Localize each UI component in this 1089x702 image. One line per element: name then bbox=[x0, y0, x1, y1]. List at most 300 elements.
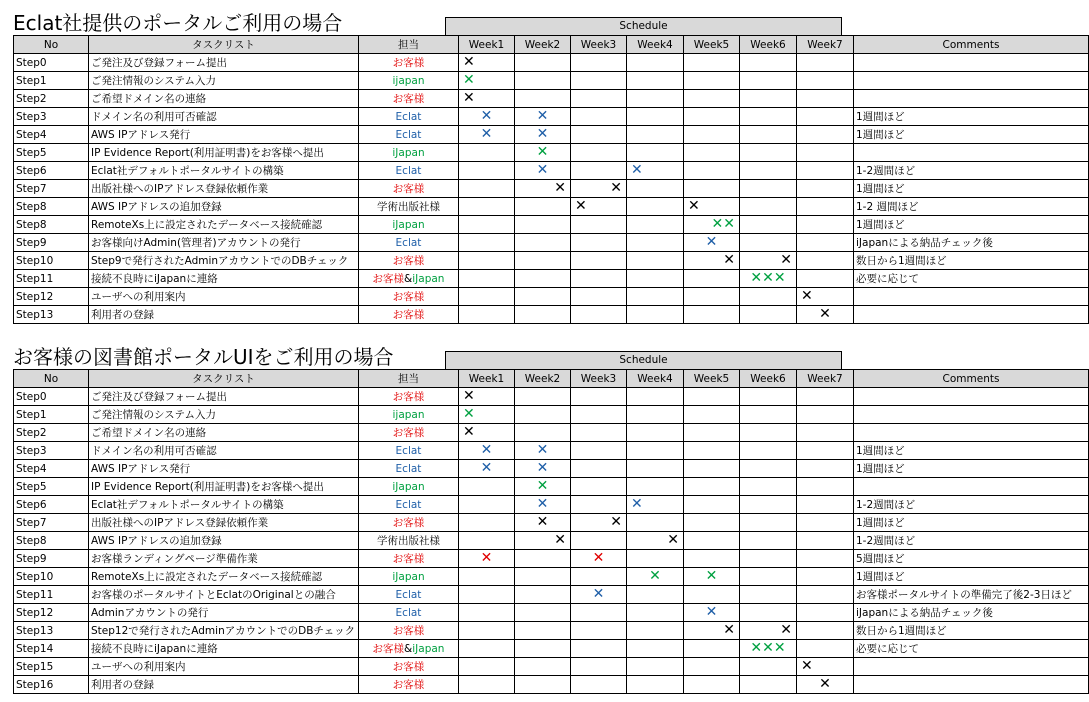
week-cell bbox=[627, 496, 684, 514]
week-cell bbox=[797, 532, 854, 550]
owner-cell bbox=[359, 568, 459, 586]
task-name: ユーザへの利用案内 bbox=[89, 288, 359, 306]
week-cell bbox=[797, 658, 854, 676]
owner-label: Eclat bbox=[395, 128, 422, 141]
week-cell bbox=[740, 586, 797, 604]
table-header-row bbox=[14, 36, 1089, 54]
week-cell bbox=[684, 658, 740, 676]
header-no: No bbox=[14, 36, 89, 54]
week-cell bbox=[797, 54, 854, 72]
header-task: タスクリスト bbox=[89, 370, 359, 388]
header-owner: 担当 bbox=[359, 36, 459, 54]
comment-cell: 1-2 週間ほど bbox=[854, 198, 1089, 216]
schedule-mark-icon: ✕ bbox=[592, 586, 605, 602]
table-row bbox=[14, 72, 1089, 90]
week-cell bbox=[740, 406, 797, 424]
week-cell bbox=[515, 568, 571, 586]
week-cell bbox=[571, 180, 627, 198]
week-cell bbox=[684, 676, 740, 694]
step-number: Step14 bbox=[14, 640, 89, 658]
comment-cell: 1-2週間ほど bbox=[854, 162, 1089, 180]
week-cell bbox=[459, 126, 515, 144]
schedule-mark-icon: ✕ bbox=[819, 676, 831, 692]
week-cell bbox=[797, 162, 854, 180]
header-week: Week2 bbox=[515, 36, 571, 54]
week-cell bbox=[684, 406, 740, 424]
owner-cell bbox=[359, 604, 459, 622]
week-cell bbox=[740, 442, 797, 460]
step-number: Step7 bbox=[14, 180, 89, 198]
task-name: ドメイン名の利用可否確認 bbox=[89, 442, 359, 460]
week-cell bbox=[627, 234, 684, 252]
header-no: No bbox=[14, 370, 89, 388]
week-cell bbox=[627, 198, 684, 216]
week-cell bbox=[740, 622, 797, 640]
week-cell bbox=[797, 622, 854, 640]
owner-cell bbox=[359, 216, 459, 234]
week-cell bbox=[627, 568, 684, 586]
step-number: Step9 bbox=[14, 234, 89, 252]
owner-cell bbox=[359, 90, 459, 108]
week-cell bbox=[740, 460, 797, 478]
week-cell bbox=[797, 388, 854, 406]
week-cell bbox=[515, 126, 571, 144]
week-cell bbox=[797, 442, 854, 460]
task-name: お客様ランディングページ準備作業 bbox=[89, 550, 359, 568]
week-cell bbox=[684, 288, 740, 306]
schedule-mark-icon: ✕ bbox=[631, 496, 643, 512]
owner-cell bbox=[359, 126, 459, 144]
header-comments: Comments bbox=[854, 36, 1089, 54]
task-name: ご希望ドメイン名の連絡 bbox=[89, 424, 359, 442]
week-cell bbox=[459, 532, 515, 550]
schedule-mark-icon: ✕ bbox=[610, 180, 622, 196]
owner-label: 学術出版社様 bbox=[377, 200, 440, 213]
owner-cell bbox=[359, 496, 459, 514]
header-week: Week1 bbox=[459, 36, 515, 54]
owner-label: ijapan bbox=[392, 408, 425, 421]
task-name: 接続不良時にiJapanに連絡 bbox=[89, 270, 359, 288]
table-row bbox=[14, 388, 1089, 406]
step-number: Step8 bbox=[14, 532, 89, 550]
week-cell bbox=[459, 496, 515, 514]
comment-cell: 1週間ほど bbox=[854, 442, 1089, 460]
task-name: 利用者の登録 bbox=[89, 306, 359, 324]
week-cell bbox=[515, 532, 571, 550]
week-cell bbox=[571, 108, 627, 126]
week-cell bbox=[684, 198, 740, 216]
week-cell bbox=[515, 216, 571, 234]
task-name: 利用者の登録 bbox=[89, 676, 359, 694]
table-row bbox=[14, 306, 1089, 324]
week-cell bbox=[797, 126, 854, 144]
week-cell bbox=[515, 550, 571, 568]
table-row bbox=[14, 478, 1089, 496]
week-cell bbox=[459, 676, 515, 694]
week-cell bbox=[740, 270, 797, 288]
schedule-header: Schedule bbox=[445, 351, 842, 369]
owner-label: Eclat bbox=[395, 498, 422, 511]
step-number: Step0 bbox=[14, 388, 89, 406]
week-cell bbox=[740, 496, 797, 514]
table-row bbox=[14, 54, 1089, 72]
week-cell bbox=[459, 72, 515, 90]
schedule-mark-icon: ✕ bbox=[723, 622, 735, 638]
table-row bbox=[14, 234, 1089, 252]
owner-cell bbox=[359, 622, 459, 640]
week-cell bbox=[797, 604, 854, 622]
step-number: Step12 bbox=[14, 288, 89, 306]
week-cell bbox=[515, 54, 571, 72]
owner-label: 学術出版社様 bbox=[377, 534, 440, 547]
comment-cell bbox=[854, 54, 1089, 72]
schedule-mark-icon: ✕ bbox=[463, 388, 475, 404]
week-cell bbox=[797, 288, 854, 306]
schedule-mark-icon: ✕ bbox=[575, 198, 587, 214]
week-cell bbox=[684, 496, 740, 514]
week-cell bbox=[684, 306, 740, 324]
comment-cell bbox=[854, 288, 1089, 306]
week-cell bbox=[684, 586, 740, 604]
week-cell bbox=[571, 604, 627, 622]
week-cell bbox=[684, 622, 740, 640]
week-cell bbox=[515, 72, 571, 90]
owner-label: Eclat bbox=[395, 236, 422, 249]
week-cell bbox=[571, 72, 627, 90]
owner-label: Eclat bbox=[395, 110, 422, 123]
step-number: Step11 bbox=[14, 270, 89, 288]
owner-label: Eclat bbox=[395, 462, 422, 475]
schedule-mark-icon: ✕ bbox=[780, 252, 792, 268]
week-cell bbox=[797, 234, 854, 252]
owner-label: お客様 bbox=[392, 308, 425, 321]
task-name: ご希望ドメイン名の連絡 bbox=[89, 90, 359, 108]
owner-cell bbox=[359, 460, 459, 478]
schedule-mark-icon: ✕ bbox=[819, 306, 831, 322]
week-cell bbox=[684, 532, 740, 550]
owner-label: お客様 bbox=[392, 678, 425, 691]
week-cell bbox=[627, 108, 684, 126]
week-cell bbox=[459, 442, 515, 460]
task-name: Step9で発行されたAdminアカウントでのDBチェック bbox=[89, 252, 359, 270]
comment-cell: 1週間ほど bbox=[854, 180, 1089, 198]
schedule-mark-icon: ✕ bbox=[463, 424, 475, 440]
schedule-mark-icon: ✕ bbox=[536, 478, 549, 494]
table-header-row bbox=[14, 370, 1089, 388]
week-cell bbox=[571, 514, 627, 532]
owner-label: iJapan bbox=[392, 480, 425, 493]
week-cell bbox=[515, 496, 571, 514]
week-cell bbox=[571, 270, 627, 288]
week-cell bbox=[571, 406, 627, 424]
table-row bbox=[14, 550, 1089, 568]
owner-cell bbox=[359, 306, 459, 324]
week-cell bbox=[627, 622, 684, 640]
week-cell bbox=[515, 424, 571, 442]
week-cell bbox=[571, 388, 627, 406]
task-name: 出版社様へのIPアドレス登録依頼作業 bbox=[89, 180, 359, 198]
header-week: Week3 bbox=[571, 370, 627, 388]
owner-label: ijapan bbox=[392, 74, 425, 87]
schedule-mark-icon: ✕ bbox=[536, 108, 549, 124]
week-cell bbox=[627, 406, 684, 424]
week-cell bbox=[684, 252, 740, 270]
week-cell bbox=[571, 676, 627, 694]
comment-cell: 1週間ほど bbox=[854, 126, 1089, 144]
schedule-mark-icon: ✕ bbox=[592, 550, 605, 566]
week-cell bbox=[684, 478, 740, 496]
owner-label: お客様 bbox=[392, 390, 425, 403]
schedule-mark-icon: ✕ bbox=[480, 460, 493, 476]
task-name: Eclat社デフォルトポータルサイトの構築 bbox=[89, 496, 359, 514]
week-cell bbox=[515, 234, 571, 252]
owner-cell bbox=[359, 234, 459, 252]
week-cell bbox=[459, 640, 515, 658]
task-name: RemoteXs上に設定されたデータベース接続確認 bbox=[89, 216, 359, 234]
step-number: Step8 bbox=[14, 198, 89, 216]
table-row bbox=[14, 586, 1089, 604]
task-name: ご発注情報のシステム入力 bbox=[89, 406, 359, 424]
step-number: Step13 bbox=[14, 306, 89, 324]
schedule-mark-icon: ✕ bbox=[711, 216, 724, 232]
week-cell bbox=[684, 162, 740, 180]
step-number: Step10 bbox=[14, 568, 89, 586]
week-cell bbox=[627, 676, 684, 694]
task-name: 接続不良時にiJapanに連絡 bbox=[89, 640, 359, 658]
week-cell bbox=[740, 108, 797, 126]
schedule-mark-icon: ✕ bbox=[723, 216, 735, 232]
week-cell bbox=[459, 586, 515, 604]
week-cell bbox=[684, 234, 740, 252]
week-cell bbox=[797, 640, 854, 658]
week-cell bbox=[797, 478, 854, 496]
table-row bbox=[14, 198, 1089, 216]
task-name: ドメイン名の利用可否確認 bbox=[89, 108, 359, 126]
task-table bbox=[13, 35, 1089, 324]
owner-cell bbox=[359, 406, 459, 424]
week-cell bbox=[515, 288, 571, 306]
step-number: Step2 bbox=[14, 424, 89, 442]
week-cell bbox=[459, 54, 515, 72]
comment-cell: 1週間ほど bbox=[854, 514, 1089, 532]
week-cell bbox=[515, 514, 571, 532]
week-cell bbox=[515, 460, 571, 478]
header-week: Week1 bbox=[459, 370, 515, 388]
owner-label: お客様 bbox=[392, 92, 425, 105]
week-cell bbox=[627, 252, 684, 270]
week-cell bbox=[797, 198, 854, 216]
week-cell bbox=[684, 54, 740, 72]
task-name: 出版社様へのIPアドレス登録依頼作業 bbox=[89, 514, 359, 532]
comment-cell bbox=[854, 424, 1089, 442]
header-week: Week5 bbox=[684, 36, 740, 54]
week-cell bbox=[684, 388, 740, 406]
week-cell bbox=[684, 604, 740, 622]
week-cell bbox=[515, 270, 571, 288]
comment-cell: iJapanによる納品チェック後 bbox=[854, 604, 1089, 622]
week-cell bbox=[797, 144, 854, 162]
week-cell bbox=[459, 288, 515, 306]
owner-label: お客様 bbox=[392, 182, 425, 195]
week-cell bbox=[571, 252, 627, 270]
week-cell bbox=[797, 216, 854, 234]
owner-label: Eclat bbox=[395, 164, 422, 177]
week-cell bbox=[740, 388, 797, 406]
table-row bbox=[14, 216, 1089, 234]
schedule-mark-icon: ✕ bbox=[723, 252, 735, 268]
schedule-mark-icon: ✕ bbox=[480, 442, 493, 458]
task-table bbox=[13, 369, 1089, 694]
table-row bbox=[14, 532, 1089, 550]
owner-label: お客様 bbox=[392, 290, 425, 303]
week-cell bbox=[740, 216, 797, 234]
week-cell bbox=[627, 288, 684, 306]
week-cell bbox=[684, 270, 740, 288]
week-cell bbox=[571, 586, 627, 604]
step-number: Step11 bbox=[14, 586, 89, 604]
week-cell bbox=[740, 676, 797, 694]
week-cell bbox=[684, 126, 740, 144]
week-cell bbox=[627, 640, 684, 658]
schedule-mark-icon: ✕ bbox=[554, 180, 566, 196]
week-cell bbox=[684, 424, 740, 442]
week-cell bbox=[627, 90, 684, 108]
week-cell bbox=[627, 442, 684, 460]
week-cell bbox=[740, 604, 797, 622]
owner-cell bbox=[359, 108, 459, 126]
week-cell bbox=[627, 180, 684, 198]
comment-cell: 1-2週間ほど bbox=[854, 532, 1089, 550]
owner-label: iJapan bbox=[392, 570, 425, 583]
week-cell bbox=[571, 442, 627, 460]
owner-label: iJapan bbox=[412, 642, 445, 655]
week-cell bbox=[627, 586, 684, 604]
week-cell bbox=[515, 252, 571, 270]
week-cell bbox=[797, 306, 854, 324]
table-row bbox=[14, 424, 1089, 442]
comment-cell: 1-2週間ほど bbox=[854, 496, 1089, 514]
owner-cell bbox=[359, 676, 459, 694]
header-owner: 担当 bbox=[359, 370, 459, 388]
week-cell bbox=[627, 126, 684, 144]
schedule-mark-icon: ✕ bbox=[705, 568, 718, 584]
owner-cell bbox=[359, 288, 459, 306]
task-name: Adminアカウントの発行 bbox=[89, 604, 359, 622]
header-week: Week4 bbox=[627, 370, 684, 388]
schedule-mark-icon: ✕ bbox=[780, 622, 792, 638]
schedule-mark-icon: ✕ bbox=[801, 658, 813, 674]
week-cell bbox=[797, 586, 854, 604]
owner-label: お客様 bbox=[392, 516, 425, 529]
week-cell bbox=[627, 162, 684, 180]
week-cell bbox=[740, 424, 797, 442]
step-number: Step1 bbox=[14, 406, 89, 424]
week-cell bbox=[515, 306, 571, 324]
week-cell bbox=[571, 550, 627, 568]
week-cell bbox=[797, 514, 854, 532]
week-cell bbox=[459, 514, 515, 532]
week-cell bbox=[740, 288, 797, 306]
week-cell bbox=[459, 388, 515, 406]
week-cell bbox=[797, 424, 854, 442]
week-cell bbox=[740, 234, 797, 252]
week-cell bbox=[684, 442, 740, 460]
week-cell bbox=[571, 622, 627, 640]
week-cell bbox=[627, 54, 684, 72]
week-cell bbox=[515, 586, 571, 604]
owner-cell bbox=[359, 162, 459, 180]
owner-cell bbox=[359, 586, 459, 604]
step-number: Step16 bbox=[14, 676, 89, 694]
week-cell bbox=[459, 604, 515, 622]
week-cell bbox=[797, 108, 854, 126]
comment-cell: 1週間ほど bbox=[854, 460, 1089, 478]
week-cell bbox=[627, 270, 684, 288]
owner-label: お客様 bbox=[392, 660, 425, 673]
comment-cell: 必要に応じて bbox=[854, 270, 1089, 288]
week-cell bbox=[459, 568, 515, 586]
task-name: IP Evidence Report(利用証明書)をお客様へ提出 bbox=[89, 478, 359, 496]
week-cell bbox=[627, 424, 684, 442]
week-cell bbox=[459, 550, 515, 568]
owner-label: iJapan bbox=[392, 146, 425, 159]
comment-cell bbox=[854, 144, 1089, 162]
week-cell bbox=[459, 144, 515, 162]
task-name: AWS IPアドレスの追加登録 bbox=[89, 532, 359, 550]
schedule-mark-icon: ✕ bbox=[463, 54, 475, 70]
schedule-mark-icon: ✕ bbox=[667, 532, 679, 548]
comment-cell: 1週間ほど bbox=[854, 108, 1089, 126]
owner-cell bbox=[359, 270, 459, 288]
week-cell bbox=[627, 604, 684, 622]
week-cell bbox=[797, 252, 854, 270]
step-number: Step5 bbox=[14, 144, 89, 162]
schedule-mark-icon: ✕ bbox=[705, 234, 718, 250]
header-week: Week6 bbox=[740, 36, 797, 54]
week-cell bbox=[571, 144, 627, 162]
week-cell bbox=[627, 550, 684, 568]
task-name: AWS IPアドレスの追加登録 bbox=[89, 198, 359, 216]
week-cell bbox=[797, 406, 854, 424]
task-name: AWS IPアドレス発行 bbox=[89, 460, 359, 478]
week-cell bbox=[571, 568, 627, 586]
comment-cell: iJapanによる納品チェック後 bbox=[854, 234, 1089, 252]
week-cell bbox=[740, 252, 797, 270]
schedule-mark-icon: ✕ bbox=[536, 496, 549, 512]
week-cell bbox=[515, 604, 571, 622]
owner-cell bbox=[359, 144, 459, 162]
week-cell bbox=[571, 478, 627, 496]
week-cell bbox=[459, 108, 515, 126]
header-week: Week5 bbox=[684, 370, 740, 388]
table-row bbox=[14, 406, 1089, 424]
week-cell bbox=[515, 180, 571, 198]
week-cell bbox=[515, 406, 571, 424]
owner-cell bbox=[359, 640, 459, 658]
table-row bbox=[14, 162, 1089, 180]
schedule-mark-icon: ✕ bbox=[649, 568, 661, 584]
week-cell bbox=[797, 460, 854, 478]
schedule-mark-icon: ✕✕✕ bbox=[750, 640, 786, 656]
week-cell bbox=[740, 144, 797, 162]
owner-label: お客様 bbox=[392, 552, 425, 565]
week-cell bbox=[459, 198, 515, 216]
table-row bbox=[14, 604, 1089, 622]
header-week: Week3 bbox=[571, 36, 627, 54]
week-cell bbox=[515, 640, 571, 658]
table-row bbox=[14, 658, 1089, 676]
step-number: Step10 bbox=[14, 252, 89, 270]
